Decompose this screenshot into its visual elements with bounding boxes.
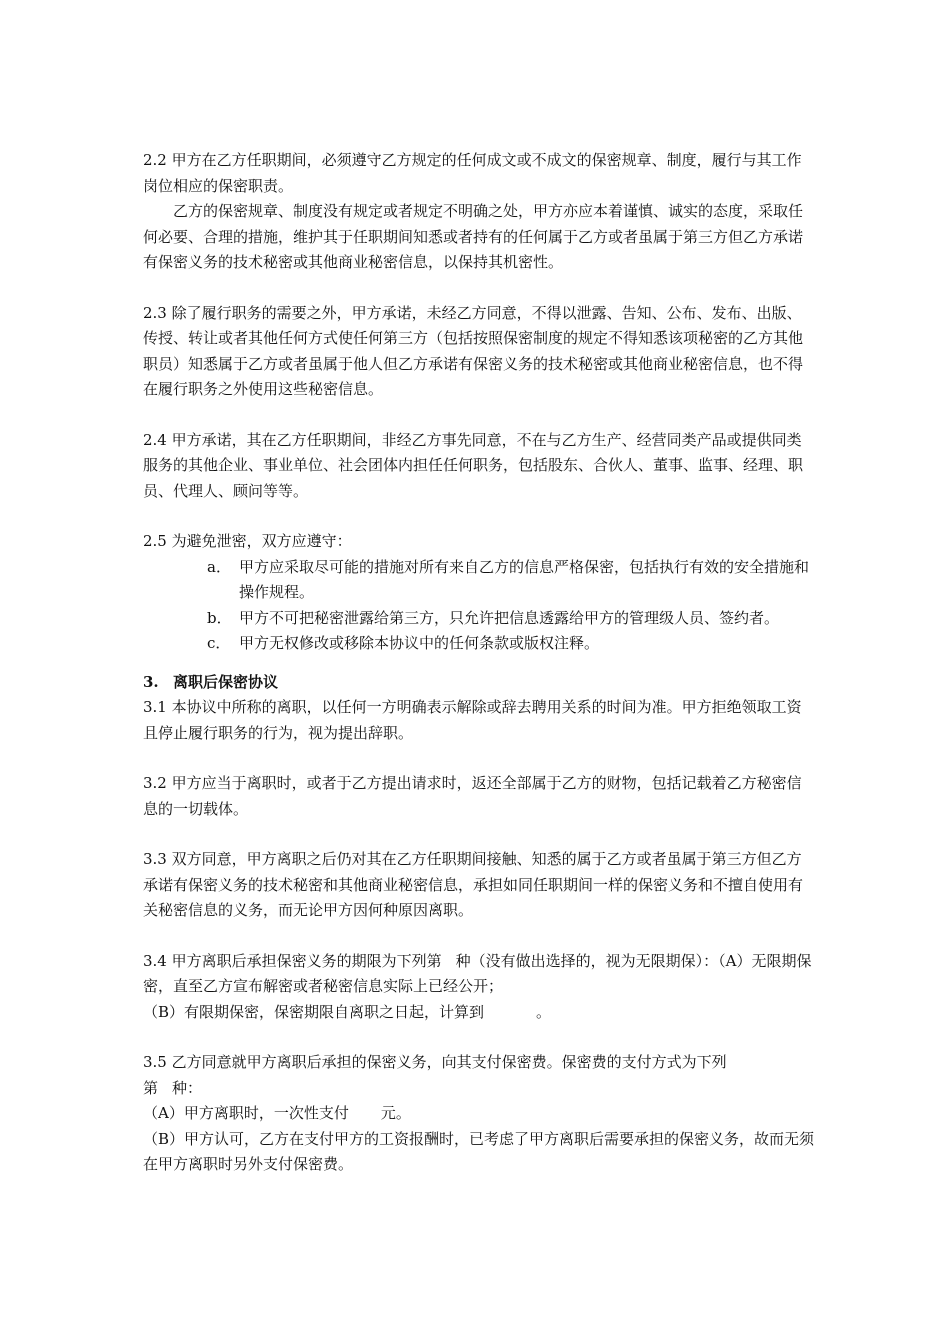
clause-text: 元。 [380,1104,411,1122]
spacer [143,276,815,301]
clause-text: 种（没有做出选择的，视为无限期保）：（A）无限期保密，直至乙方宣布解密或者秘密信息实际上已经公开； [143,951,812,995]
clause-2-2-paragraph-2: 乙方的保密规章、制度没有规定或者规定不明确之处，甲方亦应本着谨慎、诚实的态度，采取任何必要、合理的措施，维护其于任职期间知悉或者持有的任何属于乙方或者虽属于第三方但乙方承诺有保密义务的技术秘密或其他商业秘密信息，以保持其机密性。 [143,202,804,271]
spacer [143,822,815,847]
clause-2-2: 2.2 甲方在乙方任职期间，必须遵守乙方规定的任何成文或不成文的保密规章、制度，履行与其工作岗位相应的保密职责。 [143,151,802,195]
clause-text: 3.4 甲方离职后承担保密义务的期限为下列第 [143,951,442,970]
document-body [143,148,815,1178]
spacer [143,657,815,670]
section-title: 离职后保密协议 [173,672,279,691]
clause-2-5-intro: 2.5 为避免泄密，双方应遵守： [143,532,352,550]
spacer [143,746,815,771]
list-marker: b． [207,608,232,627]
list-item-text: 甲方无权修改或移除本协议中的任何条款或版权注释。 [239,634,600,652]
list-marker: c． [207,634,231,652]
spacer [143,924,815,949]
clause-3-5-choice [143,1076,815,1102]
list-marker: a． [207,557,231,576]
clause-3-4-option-b [143,1000,815,1026]
clause-text: （A）甲方离职时，一次性支付 [143,1104,349,1122]
spacer [143,1025,815,1050]
clause-3-3: 3.3 双方同意，甲方离职之后仍对其在乙方任职期间接触、知悉的属于乙方或者虽属于第三方但乙方承诺有保密义务的技术秘密和其他商业秘密信息，承担如同任职期间一样的保密义务和不擅自使用有关秘密信息的义务，而无论甲方因何种原因离职。 [143,850,804,919]
clause-2-3: 2.3 除了履行职务的需要之外，甲方承诺，未经乙方同意，不得以泄露、告知、公布、发布、出版、传授、转让或者其他任何方式使任何第三方（包括按照保密制度的规定不得知悉该项秘密的乙方其他职员）知悉属于乙方或者虽属于他人但乙方承诺有保密义务的技术秘密或其他商业秘密信息，也不得在履行职务之外使用这些秘密信息。 [143,303,804,398]
section-number: 3. [143,672,159,691]
list-item [207,555,815,606]
clause-3-5: 3.5 乙方同意就甲方离职后承担的保密义务，向其支付保密费。保密费的支付方式为下列 [143,1053,727,1071]
clause-text: 第 [143,1078,159,1097]
clause-text: 。 [536,1002,552,1021]
clause-text: （B）有限期保密，保密期限自离职之日起，计算到 [143,1002,485,1021]
clause-2-4: 2.4 甲方承诺，其在乙方任职期间，非经乙方事先同意，不在与乙方生产、经营同类产品或提供同类服务的其他企业、事业单位、社会团体内担任任何职务，包括股东、合伙人、董事、监事、经理、职员、代理人、顾问等等。 [143,430,804,500]
clause-3-5-option-a [143,1101,815,1127]
list-item-text: 甲方应采取尽可能的措施对所有来自乙方的信息严格保密，包括执行有效的安全措施和操作规程。 [239,557,810,601]
list-item [207,606,815,632]
clause-3-2: 3.2 甲方应当于离职时，或者于乙方提出请求时，返还全部属于乙方的财物，包括记载着乙方秘密信息的一切载体。 [143,774,802,818]
spacer [143,403,815,428]
clause-2-5-list [207,555,815,657]
section-3-heading [143,670,815,696]
list-item [207,631,815,657]
clause-3-4 [143,949,815,1000]
clause-3-1: 3.1 本协议中所称的离职，以任何一方明确表示解除或辞去聘用关系的时间为准。甲方拒绝领取工资且停止履行职务的行为，视为提出辞职。 [143,698,802,742]
spacer [143,504,815,529]
clause-text: 种： [172,1078,203,1097]
clause-3-5-option-b: （B）甲方认可，乙方在支付甲方的工资报酬时，已考虑了甲方离职后需要承担的保密义务，故而无须在甲方离职时另外支付保密费。 [143,1129,815,1173]
list-item-text: 甲方不可把秘密泄露给第三方，只允许把信息透露给甲方的管理级人员、签约者。 [239,608,780,627]
